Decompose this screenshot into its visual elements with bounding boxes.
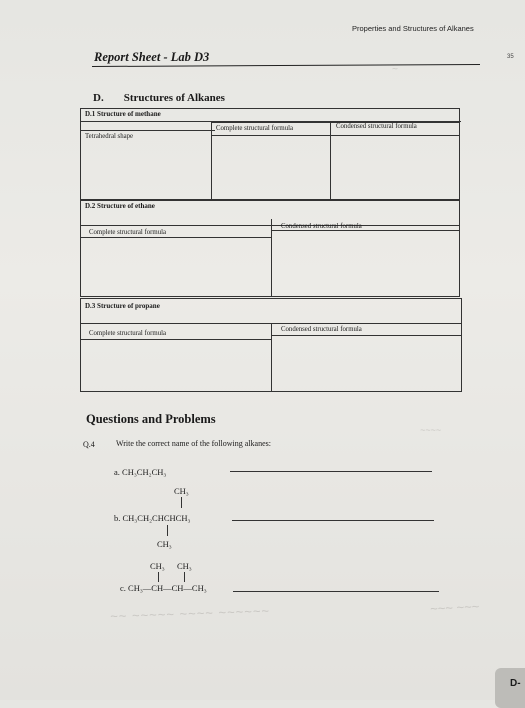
answer-line-c[interactable] — [233, 591, 439, 592]
ethane-table-title: D.2 Structure of ethane — [85, 202, 155, 210]
item-b — [114, 513, 190, 523]
ethane-table — [80, 200, 460, 297]
answer-line-b[interactable] — [232, 520, 434, 521]
q4-prompt: Write the correct name of the following alkanes: — [116, 439, 271, 448]
methane-table-title: D.1 Structure of methane — [81, 109, 461, 122]
methane-condensed-label: Condensed structural formula — [336, 123, 417, 130]
questions-heading: Questions and Problems — [86, 412, 216, 426]
item-c-branch-1: CH₃ — [150, 561, 165, 571]
item-c — [120, 583, 207, 593]
item-c-bond-2 — [184, 572, 185, 582]
q4-number: Q.4 — [83, 440, 95, 449]
section-heading — [93, 92, 225, 104]
item-b-top-bond — [181, 497, 182, 508]
item-c-branch-2: CH₃ — [177, 561, 192, 571]
item-a-formula: CH₃CH₂CH₃ — [122, 467, 167, 477]
item-b-top-branch: CH₃ — [174, 486, 189, 496]
ethane-complete-label: Complete structural formula — [89, 229, 167, 236]
corner-page-label: D- — [510, 678, 521, 689]
page-number: 35 — [507, 54, 514, 60]
item-a — [114, 467, 166, 477]
bleed-through-smudge-right: ~~~~ — [420, 425, 442, 435]
section-letter: D. — [93, 92, 104, 104]
bleed-through-handwriting: ~~ ~~~~~ ~~~~ ~~~~~~ — [109, 603, 271, 624]
methane-table — [80, 108, 460, 200]
ethane-condensed-label: Condensed structural formula — [281, 223, 362, 230]
methane-cols-group — [211, 122, 460, 199]
report-title: Report Sheet - Lab D3 — [94, 50, 210, 64]
methane-tetrahedral-label: Tetrahedral shape — [81, 130, 215, 142]
item-b-bottom-branch: CH₃ — [157, 539, 172, 549]
propane-complete-label: Complete structural formula — [89, 330, 167, 337]
methane-complete-label: Complete structural formula — [216, 125, 294, 132]
propane-table-title: D.3 Structure of propane — [85, 302, 160, 310]
bleed-through-mark: ~ — [391, 63, 399, 76]
item-c-label: c. — [120, 583, 126, 593]
item-c-formula: CH₃—CH—CH—CH₃ — [128, 583, 207, 593]
item-a-label: a. — [114, 467, 120, 477]
item-b-formula: CH₃CH₂CHCHCH₃ — [122, 513, 191, 523]
running-head: Properties and Structures of Alkanes — [352, 24, 474, 33]
bleed-through-handwriting-right: ~~~ ~~~ — [429, 598, 480, 617]
item-b-label: b. — [114, 513, 121, 523]
section-title: Structures of Alkanes — [123, 92, 225, 104]
answer-line-a[interactable] — [230, 471, 432, 472]
propane-table — [80, 298, 462, 392]
propane-condensed-label: Condensed structural formula — [281, 326, 362, 333]
item-c-bond-1 — [158, 572, 159, 582]
item-b-bottom-bond — [167, 525, 168, 536]
